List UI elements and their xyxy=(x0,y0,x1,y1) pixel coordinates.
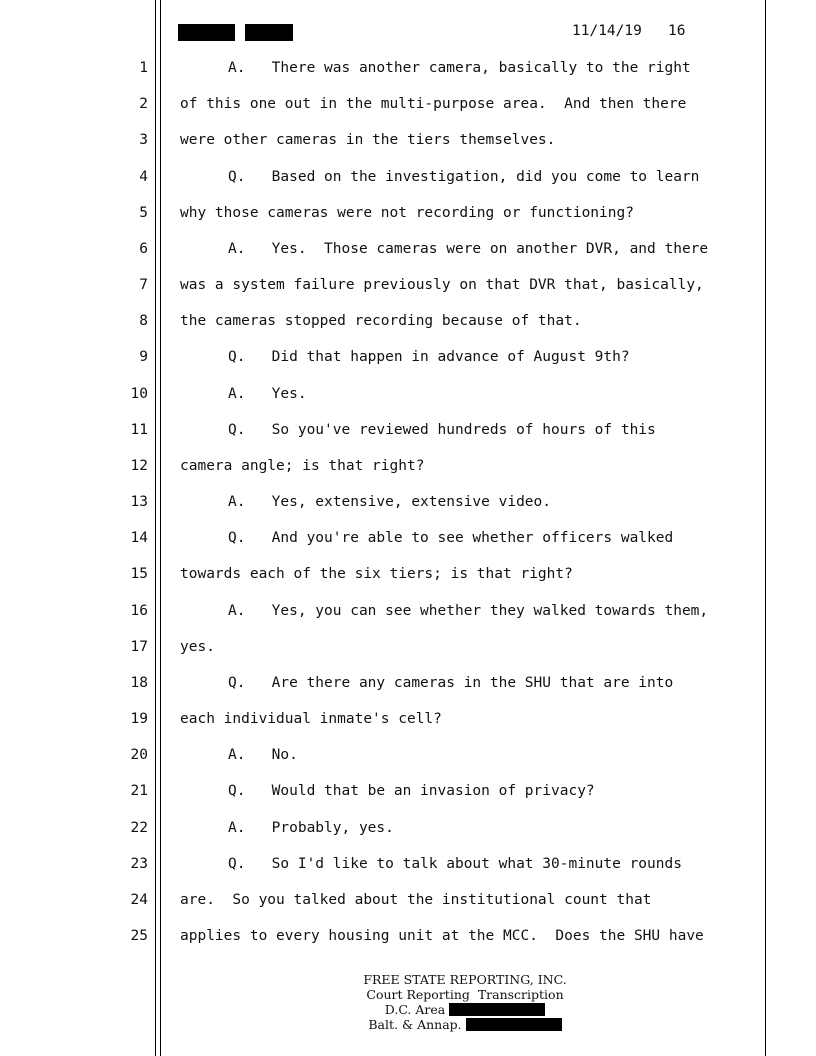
transcript-line: A. Yes, you can see whether they walked towards them, xyxy=(228,603,709,619)
header-date: 11/14/19 xyxy=(572,23,642,39)
transcript-line: A. Yes. Those cameras were on another DVR, and there xyxy=(228,241,709,257)
footer-dc-row xyxy=(300,1002,630,1017)
line-number: 4 xyxy=(139,169,148,185)
transcript-line: Q. Would that be an invasion of privacy? xyxy=(228,783,595,799)
line-number: 14 xyxy=(130,530,148,546)
transcript-line: A. Yes, extensive, extensive video. xyxy=(228,494,552,510)
transcript-line: applies to every housing unit at the MCC. Does the SHU have xyxy=(180,928,704,944)
line-number: 15 xyxy=(130,566,148,582)
line-number: 6 xyxy=(139,241,148,257)
line-number: 16 xyxy=(130,603,148,619)
transcript-line: was a system failure previously on that DVR that, basically, xyxy=(180,277,704,293)
page-footer xyxy=(300,972,630,1032)
line-number: 8 xyxy=(139,313,148,329)
line-number: 21 xyxy=(130,783,148,799)
transcript-line: why those cameras were not recording or functioning? xyxy=(180,205,634,221)
right-margin-rule xyxy=(765,0,766,1056)
transcript-line: Q. And you're able to see whether officers walked xyxy=(228,530,674,546)
transcript-line: Q. Based on the investigation, did you come to learn xyxy=(228,169,700,185)
line-number: 22 xyxy=(130,820,148,836)
line-number: 1 xyxy=(139,60,148,76)
line-number: 17 xyxy=(130,639,148,655)
transcript-line: the cameras stopped recording because of that. xyxy=(180,313,582,329)
left-margin-rule-outer xyxy=(155,0,156,1056)
line-number: 5 xyxy=(139,205,148,221)
line-number: 25 xyxy=(130,928,148,944)
line-number: 19 xyxy=(130,711,148,727)
transcript-line: of this one out in the multi-purpose area. And then there xyxy=(180,96,687,112)
line-number: 20 xyxy=(130,747,148,763)
line-number: 2 xyxy=(139,96,148,112)
transcript-line: Q. Are there any cameras in the SHU that are into xyxy=(228,675,674,691)
transcript-line: A. No. xyxy=(228,747,298,763)
footer-dc-label: D.C. Area xyxy=(384,1002,446,1017)
line-number: 9 xyxy=(139,349,148,365)
transcript-line: camera angle; is that right? xyxy=(180,458,425,474)
page-number: 16 xyxy=(668,23,686,39)
footer-service: Court Reporting Transcription xyxy=(366,987,564,1002)
line-number: 7 xyxy=(139,277,148,293)
left-margin-rule-inner xyxy=(160,0,161,1056)
transcript-line: were other cameras in the tiers themselves. xyxy=(180,132,556,148)
transcript-line: are. So you talked about the institutional count that xyxy=(180,892,652,908)
transcript-line: A. Probably, yes. xyxy=(228,820,394,836)
header-redaction-1 xyxy=(178,24,235,41)
footer-dc-redaction xyxy=(449,1003,545,1016)
line-number: 10 xyxy=(130,386,148,402)
header-redaction-2 xyxy=(245,24,293,41)
transcript-line: towards each of the six tiers; is that right? xyxy=(180,566,573,582)
line-number: 23 xyxy=(130,856,148,872)
footer-company: FREE STATE REPORTING, INC. xyxy=(363,972,567,987)
line-number: 24 xyxy=(130,892,148,908)
transcript-line: Q. Did that happen in advance of August 9th? xyxy=(228,349,630,365)
line-number: 18 xyxy=(130,675,148,691)
transcript-line: each individual inmate's cell? xyxy=(180,711,442,727)
line-number: 3 xyxy=(139,132,148,148)
footer-balt-row xyxy=(300,1017,630,1032)
footer-balt-redaction xyxy=(466,1018,562,1031)
transcript-line: yes. xyxy=(180,639,215,655)
transcript-line: A. There was another camera, basically to the right xyxy=(228,60,691,76)
transcript-line: Q. So you've reviewed hundreds of hours of this xyxy=(228,422,656,438)
line-number: 13 xyxy=(130,494,148,510)
footer-balt-label: Balt. & Annap. xyxy=(368,1017,462,1032)
transcript-line: Q. So I'd like to talk about what 30-minute rounds xyxy=(228,856,682,872)
page-header xyxy=(572,23,686,39)
line-number: 12 xyxy=(130,458,148,474)
transcript-line: A. Yes. xyxy=(228,386,307,402)
line-number: 11 xyxy=(130,422,148,438)
